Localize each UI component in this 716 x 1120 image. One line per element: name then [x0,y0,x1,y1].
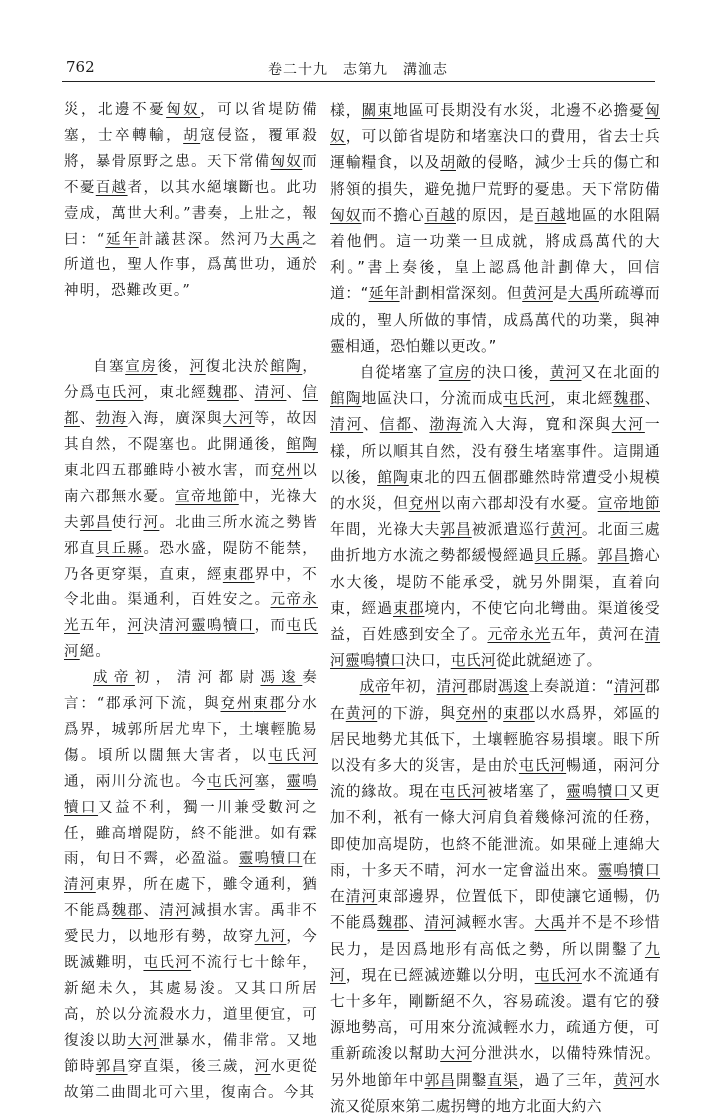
proper-noun: 大禹 [269,231,303,248]
text-run: 而不擔心 [361,206,425,224]
proper-noun: 靈鳴犢口 [597,861,661,879]
text-run: 是 [552,285,569,303]
text-run: 地區可長期没有水災，北邊不必擔憂 [393,102,645,119]
proper-noun: 黄河 [522,285,553,303]
text-run: ，可以省堤防備塞，士卒轉輸， [64,102,318,144]
text-run: 郡在 [330,678,660,722]
text-run: 地區決口，分流而成 [361,390,504,408]
proper-noun: 渤海 [429,416,463,434]
text-run: 一樣，所以順其自然，没有發生堵塞事件。這開通以後， [330,416,660,486]
proper-noun: 清河 [424,914,456,932]
text-run: 之所道也，聖人作事，爲萬世功，通於神明，恐難改更。” [64,231,318,300]
text-run: 境内，不使它向北彎曲。渠道後受益，百姓感到安全了。 [330,599,660,644]
translation-paragraph [330,98,660,360]
proper-noun: 馮逡 [498,678,529,696]
proper-noun: 館陶 [270,359,303,376]
proper-noun: 勃海 [95,411,128,428]
text-run: 又益不利，獨一川兼受數河之任，雖高增隄防，終不能泄。如有霖雨，旬日不霽，必盈溢。 [64,799,318,868]
text-run: 、 [408,914,425,932]
text-run: 後， [157,359,190,376]
proper-noun: 地節 [206,488,239,505]
text-run: 減輕水害。 [455,914,535,932]
proper-noun: 屯氏河 [95,385,144,402]
text-run: 水不流通有七十多年，剛斷絕不久，容易疏浚。還有它的發源地勢高，可用來分流減輕水力，疏通方便，可重新疏浚以幫助 [330,966,660,1063]
text-run: 的原因，是 [455,206,535,224]
text-run: 等，故因其自然，不隄塞也。此開通後， [64,411,319,453]
proper-noun: 清河 [613,678,645,696]
text-run: 、 [412,416,430,434]
proper-noun: 清河 [159,618,192,635]
proper-noun: 宣帝 [597,495,630,513]
text-run: 界中，不令北曲。渠通利，百姓安之。 [64,566,318,609]
proper-noun: 郭昌 [424,1071,456,1089]
text-run: 上奏説道：“ [528,678,614,696]
text-run: 樣， [330,102,362,119]
text-run: 通，兩川分流也。今 [64,773,207,790]
text-run: 中，光祿大夫 [64,488,319,531]
text-run: ，分爲 [64,359,319,402]
text-run: 擔心水大後，堤防不能承受，就另外開渠，直着向東，經過 [330,547,660,617]
proper-noun: 靈鳴犢口 [345,652,406,670]
text-run: 年初， [390,678,437,696]
proper-noun: 匈奴 [330,206,362,224]
text-run: 計議甚深。然河乃 [138,231,270,248]
text-run: 不流行七十餘年，新絕未久，其處易浚。又其口所居高，於以分流殺水力，道里便宜，可復浚以助 [64,955,318,1049]
text-run: 。北曲三所水流之勢皆邪直 [64,514,319,557]
proper-noun: 胡 [440,154,456,172]
proper-noun: 宣房 [438,364,471,382]
proper-noun: 關東 [361,102,393,119]
text-run: 自塞 [93,359,126,376]
proper-noun: 魏郡 [613,390,645,408]
proper-noun: 元帝 [487,626,519,644]
classical-paragraph [64,98,318,305]
proper-noun: 屯氏河 [440,783,488,801]
text-run: 從此就絕迹了。 [496,652,602,670]
proper-noun: 屯氏河 [450,652,497,670]
text-run: 水更從故第二曲間北可六里，復南合。今其 [64,1058,318,1101]
text-run: 初，清河都尉 [134,670,261,687]
proper-noun: 延年 [368,285,400,303]
proper-noun: 魏郡 [206,385,239,402]
text-run: 。恐水盛，隄防不能禁，乃各更穿渠，直東，經 [64,540,318,583]
proper-noun: 屯氏河 [64,618,319,661]
text-run: 流入大海，寬和深與 [462,416,612,434]
text-run: ，過了三年， [518,1071,614,1089]
proper-noun: 大河 [440,1045,472,1063]
proper-noun: 直渠 [487,1071,519,1089]
proper-noun: 九河 [254,929,287,946]
proper-noun: 魏郡 [111,903,144,920]
proper-noun: 黄河 [345,704,378,722]
proper-noun: 大河 [222,411,255,428]
text-run: 塞， [254,773,287,790]
text-run: ，而 [254,618,287,635]
proper-noun: 屯氏河 [534,966,582,984]
text-run: 五年， [79,618,128,635]
text-run: 東界，所在處下，雖令通利，猶不能爲 [64,877,318,920]
proper-noun: 黄河 [613,1071,645,1089]
proper-noun: 兗州 [220,696,254,713]
proper-noun: 清河 [330,626,661,670]
proper-noun: 清河 [345,888,378,906]
proper-noun: 黄河 [550,521,582,539]
proper-noun: 兗州 [270,462,303,479]
proper-noun: 河 [254,1058,271,1075]
text-run: 寇侵盜，覆軍殺將，暴骨原野之患。天下常備 [64,127,319,170]
text-run: 的下游，與 [377,704,456,722]
proper-noun: 百越 [95,179,128,196]
proper-noun: 清河 [159,903,192,920]
text-run: 在 [302,851,318,868]
proper-noun: 屯氏河 [518,757,567,775]
proper-noun: 清河 [436,678,468,696]
text-run: 被堵塞了， [487,783,567,801]
proper-noun: 靈鳴犢口 [238,851,303,868]
text-run: 年間，光祿大夫 [330,521,441,539]
text-run: 者，以其水絕壤斷也。此功壹成，萬世大利。”書奏，上壯之，報曰：“ [64,179,319,248]
proper-noun: 兗州 [408,495,441,513]
text-run: 開鑿 [455,1071,488,1089]
text-run: ，可以節省堤防和堵塞決口的費用，省去士兵運輸糧食，以及 [330,128,660,172]
text-run: 使行 [111,514,144,531]
text-run: 并不是不珍惜民力，是因爲地形有高低之勢，所以開鑿了 [330,914,660,958]
text-run: 在 [330,888,346,906]
header-rule [62,81,655,82]
proper-noun: 屯氏河 [503,390,551,408]
text-run: 所疏導而成的，聖人所做的事情，成爲萬代的功業，與神靈相通，恐怕難以更改。” [330,285,660,355]
proper-noun: 東郡 [222,566,255,583]
proper-noun: 百越 [534,206,567,224]
proper-noun: 大禹 [534,914,567,932]
text-run: 。 [581,547,598,565]
proper-noun: 魏郡 [377,914,409,932]
text-run: 又更加不利，衹有一條大河肩負着幾條河流的任務，即使加高堤防，也終不能泄流。如果碰上連綿大雨，十多天不晴，河水一定會溢出來。 [330,783,660,879]
proper-noun: 屯氏河 [206,773,255,790]
text-run: 而不憂 [64,153,318,196]
proper-noun: 大河 [611,416,645,434]
text-run: 暢通，兩河分流的緣故。現在 [330,757,660,801]
text-run: 自從堵塞了 [359,364,439,382]
proper-noun: 成帝 [93,670,135,687]
proper-noun: 宣帝 [175,488,207,505]
proper-noun: 清河 [330,416,364,434]
text-run: 奏言：“郡承河下流，與 [64,670,318,713]
proper-noun: 馮逡 [260,670,303,687]
text-run: 分泄洪水，以備特殊情況。另外地節年中 [330,1045,660,1089]
text-run: 以南六郡無水憂。 [64,462,318,505]
proper-noun: 宣房 [125,359,158,376]
translation-column [330,98,660,1120]
text-run: 、 [286,385,303,402]
proper-noun: 貝丘縣 [534,547,582,565]
proper-noun: 大河 [127,1032,160,1049]
text-run: 、 [143,903,160,920]
proper-noun: 東郡 [253,696,286,713]
proper-noun: 河 [143,514,160,531]
classical-paragraph [64,355,318,666]
proper-noun: 信都 [64,385,319,428]
running-head: 卷二十九 志第九 溝洫志 [268,62,448,78]
proper-noun: 永光 [64,592,318,635]
classical-text-column [64,98,318,1107]
text-run: ，現在已經滅迹難以分明， [345,966,535,984]
proper-noun: 成帝 [359,678,391,696]
proper-noun: 黄河 [549,364,582,382]
text-run: 災，北邊不憂 [64,102,167,118]
text-run: 、 [363,416,380,434]
text-run: 泄暴水，備非常。又地節時 [64,1032,318,1075]
text-run: 敵的侵略，減少士兵的傷亡和將領的損失，避免拋尸荒野的憂患。天下常防備 [330,154,660,198]
proper-noun: 館陶 [377,468,409,486]
translation-paragraph [330,674,660,1119]
proper-noun: 地節 [629,495,660,513]
text-run: ，東北經 [550,390,614,408]
text-run: 五年，黄河在 [550,626,645,644]
proper-noun: 屯氏河 [268,747,318,764]
proper-noun: 河 [127,618,144,635]
text-run: 被派遣巡行 [471,521,551,539]
text-run: 東北的四五個郡雖然時常遭受小規模的水災，但 [330,468,660,513]
text-run: 地區的水阻隔着他們。這一功業一旦成就，將成爲萬代的大利。”書上奏後，皇上認爲他計劃偉大，回信道：“ [330,206,661,303]
text-run: ，今既滅難明， [64,929,318,972]
proper-noun: 靈鳴犢口 [64,773,318,816]
proper-noun: 元帝 [270,592,303,609]
text-run: 郡尉 [467,678,499,696]
proper-noun: 屯氏河 [143,955,192,972]
text-run: 。北面三處曲折地方水流之勢都緩慢經過 [330,521,660,565]
proper-noun: 館陶 [330,390,362,408]
text-run: 的決口後， [470,364,550,382]
translation-paragraph [330,360,660,674]
proper-noun: 郭昌 [597,547,630,565]
text-run: 絕。 [79,644,112,661]
proper-noun: 百越 [424,206,456,224]
text-run: 東北四五郡雖時小被水害，而 [64,462,271,479]
text-run: 復北決於 [205,359,271,376]
text-run: 計劃相當深刻。但 [399,285,523,303]
proper-noun: 匈奴 [270,153,303,170]
proper-noun: 匈奴 [330,102,660,146]
text-run: 又在北面的 [581,364,660,382]
text-run: 水流又從原來第二處拐彎的地方北面大約六 [330,1071,660,1115]
proper-noun: 貝丘縣 [95,540,144,557]
proper-noun: 信都 [379,416,413,434]
text-run: 入海，廣深與 [127,411,223,428]
proper-noun: 清河 [254,385,287,402]
text-run: ，東北經 [143,385,207,402]
proper-noun: 九河 [330,940,660,984]
classical-paragraph [64,666,318,1106]
proper-noun: 靈鳴犢口 [191,618,255,635]
proper-noun: 郭昌 [440,521,472,539]
text-run: 東部邊界，位置低下，即使讓它通暢，仍不能爲 [330,888,660,932]
text-run: 、 [238,385,255,402]
text-run: 以水爲界，郊區的居民地勢尤其低下，土壤輕脆容易損壞。眼下所以没有多大的災害，是由於 [330,704,660,775]
proper-noun: 東郡 [392,599,425,617]
text-run: 、 [644,390,661,408]
text-run: 減損水害。禹非不愛民力，以地形有勢，故穿 [64,903,318,946]
proper-noun: 靈鳴犢口 [566,783,630,801]
text-run: 以南六郡却没有水憂。 [440,495,598,513]
proper-noun: 兗州 [455,704,488,722]
text-run: 決口， [405,652,451,670]
proper-noun: 大禹 [568,285,599,303]
proper-noun: 清河 [64,877,96,894]
text-run: 分水爲界，城郭所居尤卑下，土壤輕脆易傷。頃所以闊無大害者，以 [64,696,318,764]
page-number: 762 [66,58,95,76]
text-run: 、 [79,411,96,428]
text-run: 決 [143,618,160,635]
proper-noun: 郭昌 [95,1058,128,1075]
text-run: 穿直渠，後三歲， [127,1058,255,1075]
proper-noun: 東郡 [503,704,535,722]
proper-noun: 匈奴 [166,102,201,118]
page-header [0,0,716,86]
proper-noun: 胡 [183,127,201,144]
proper-noun: 館陶 [286,436,318,453]
proper-noun: 郭昌 [79,514,112,531]
text-run: 的 [487,704,504,722]
proper-noun: 河 [189,359,206,376]
proper-noun: 永光 [518,626,551,644]
proper-noun: 延年 [105,231,139,248]
